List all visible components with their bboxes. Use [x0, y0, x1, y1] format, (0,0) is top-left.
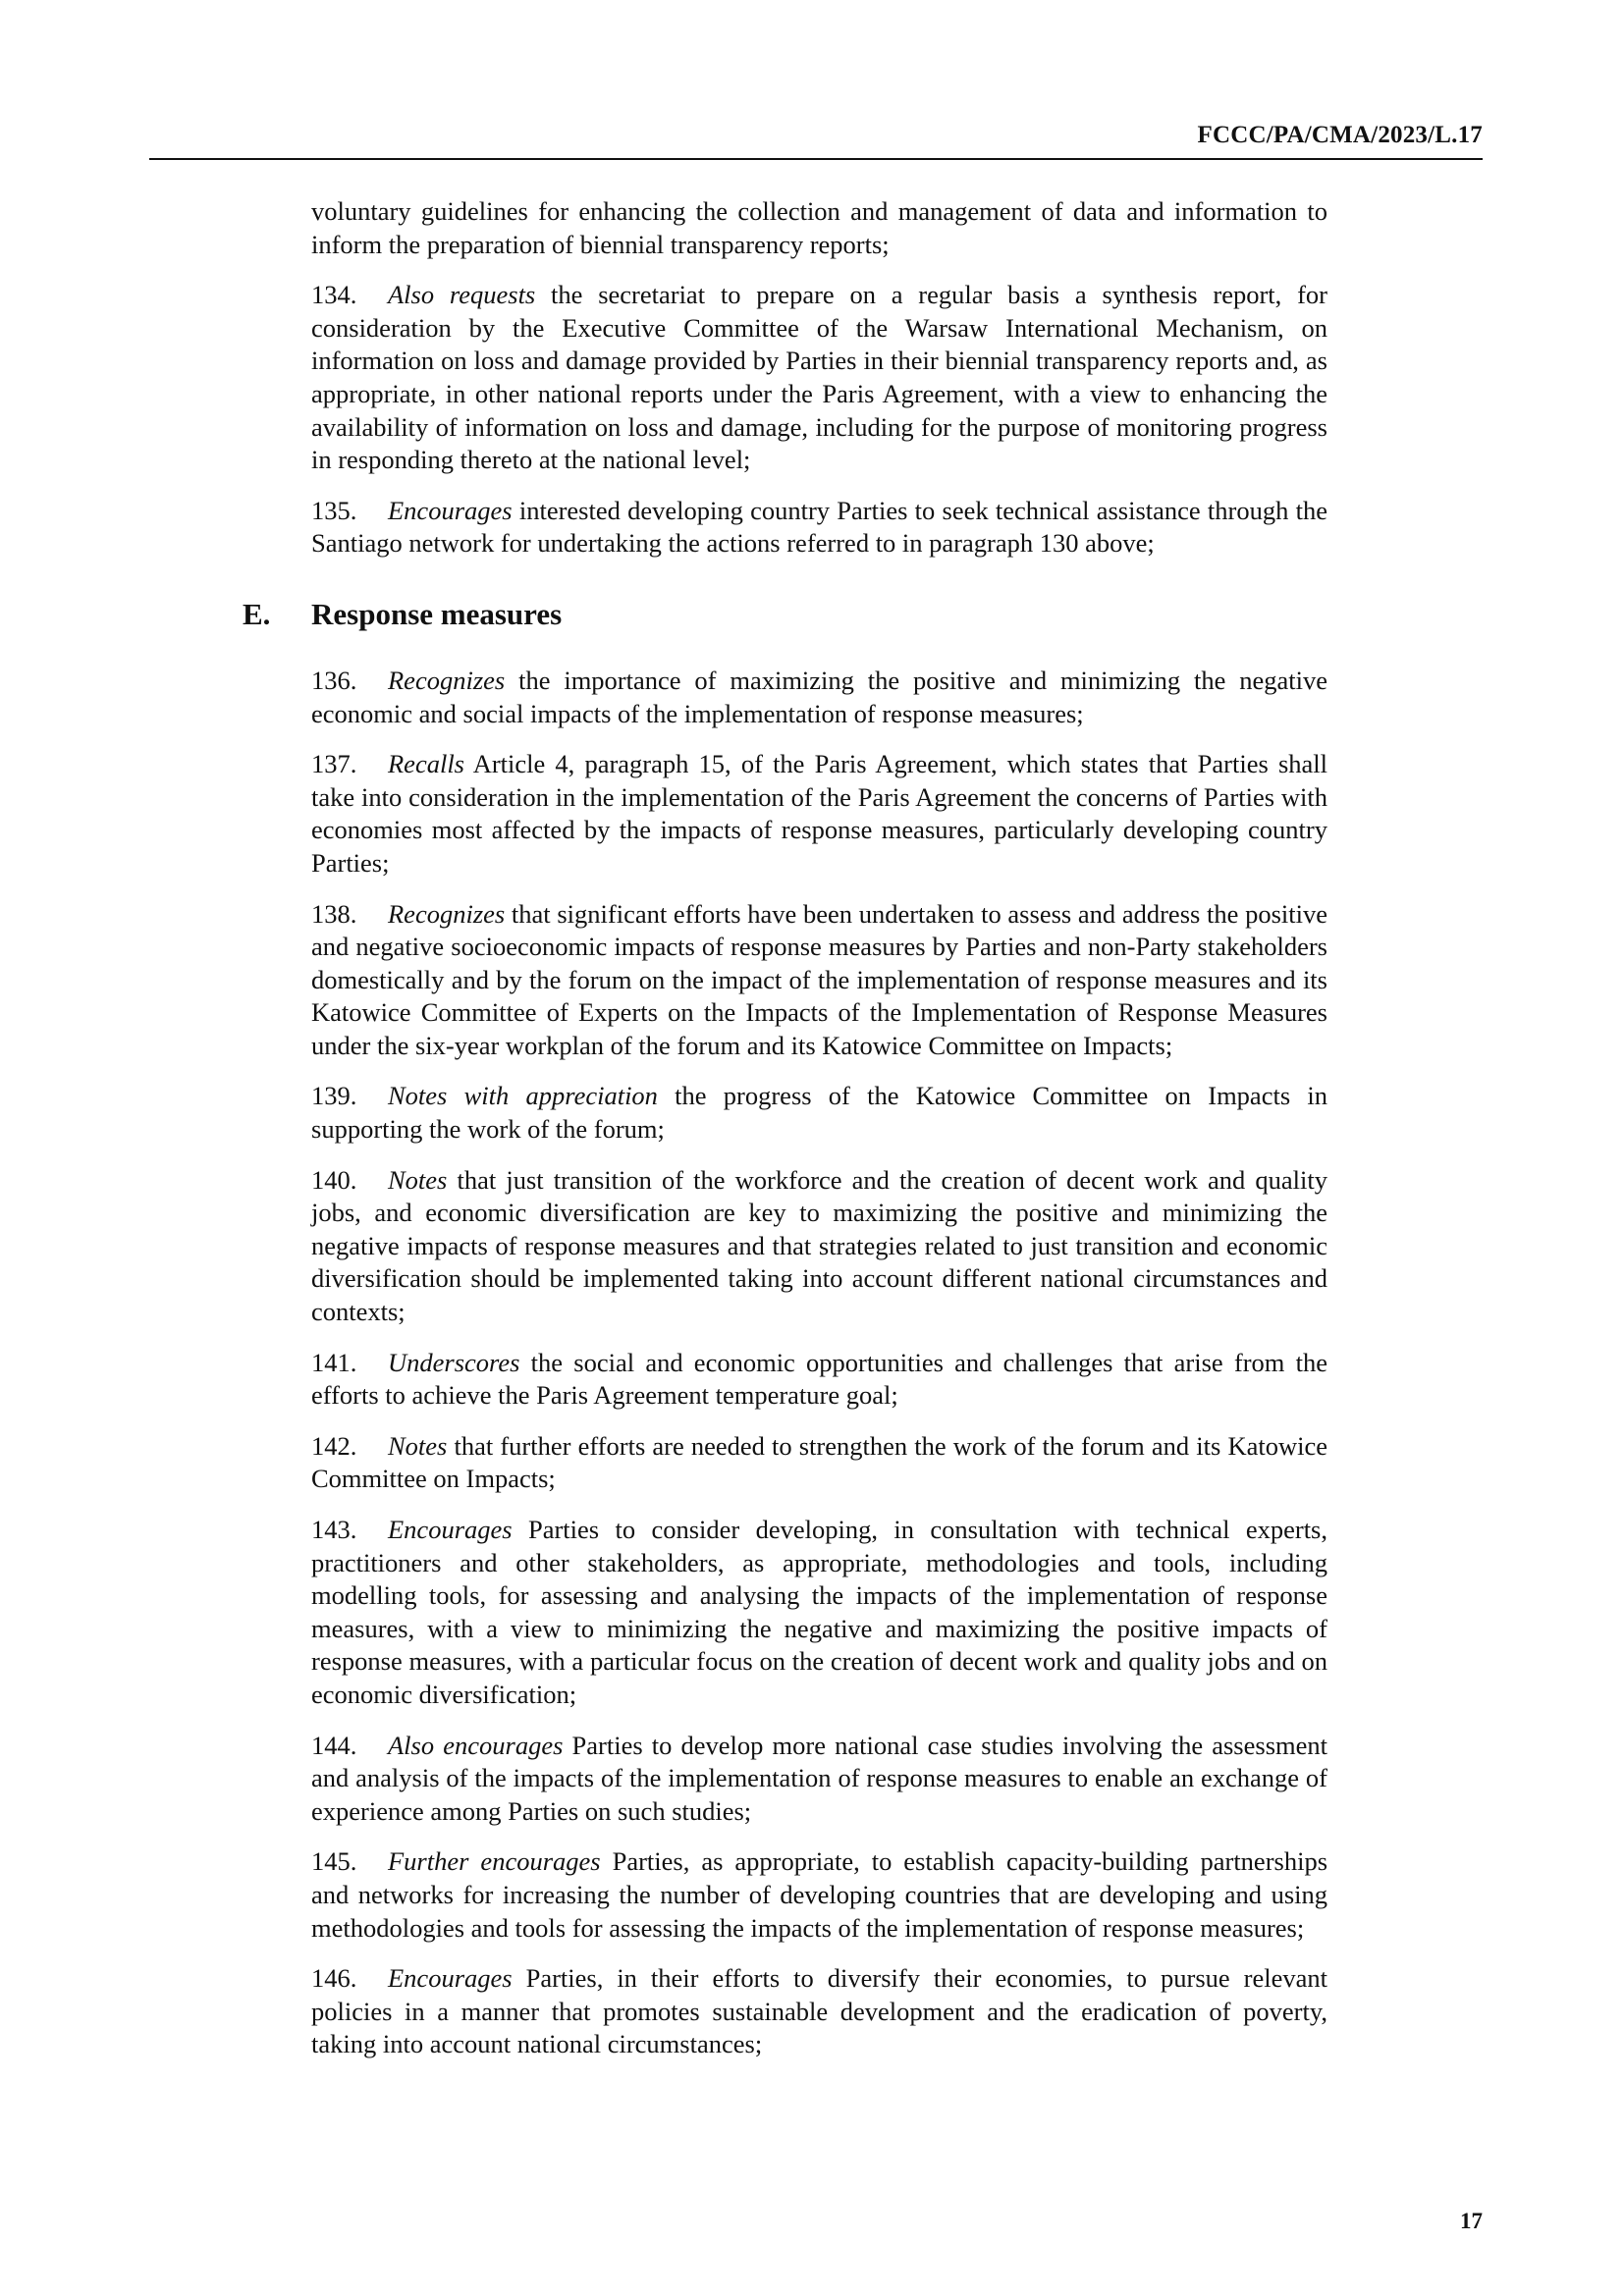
paragraph-143 [311, 1514, 1327, 1712]
paragraph-keyword: Underscores [388, 1347, 520, 1377]
paragraph-145 [311, 1845, 1327, 1945]
paragraph-number: 144. [311, 1730, 357, 1760]
paragraph-139 [311, 1080, 1327, 1146]
paragraph-keyword: Notes [388, 1164, 448, 1195]
paragraph-text: Parties to consider developing, in consultation with technical experts, practitioners and other stakeholders, as appropriate, methodologies and tools, including modelling tools, for assessing and analysing the impacts of the implementation of response measures, with a view to minimizing the negative and maximizing the positive impacts of response measures, with a particular focus on the creation of decent work and quality jobs and on economic diversification; [311, 1515, 1327, 1709]
paragraph-number: 143. [311, 1515, 357, 1544]
paragraph-number: 142. [311, 1430, 357, 1461]
paragraph-number: 141. [311, 1347, 357, 1377]
paragraph-144 [311, 1730, 1327, 1829]
paragraph-text: Article 4, paragraph 15, of the Paris Agreement, which states that Parties shall take into consideration in the implementation of the Paris Agreement the concerns of Parties with economies most affected by the impacts of response measures, particularly developing country Parties; [311, 749, 1327, 878]
paragraph-keyword: Recognizes [388, 898, 506, 929]
paragraph-text: that just transition of the workforce and the creation of decent work and quality jobs, and economic diversification are key to maximizing the positive and minimizing the negative impacts of response measures and that strategies related to just transition and economic diversification should be implemented taking into account different national circumstances and contexts; [311, 1164, 1327, 1327]
paragraph-138 [311, 898, 1327, 1063]
header-rule [149, 158, 1483, 160]
paragraph-number: 145. [311, 1846, 357, 1877]
section-letter: E. [243, 596, 271, 631]
paragraph-number: 136. [311, 665, 357, 695]
paragraph-134 [311, 279, 1327, 477]
paragraph-number: 137. [311, 749, 357, 779]
paragraph-number: 135. [311, 495, 357, 525]
paragraph-140 [311, 1164, 1327, 1329]
section-title: Response measures [311, 596, 563, 631]
paragraph-text: the social and economic opportunities and challenges that arise from the efforts to achieve the Paris Agreement temperature goal; [311, 1347, 1327, 1411]
document-body [243, 195, 1328, 2079]
paragraph-number: 146. [311, 1963, 357, 1994]
paragraph-number: 138. [311, 898, 357, 929]
paragraph-text: interested developing country Parties to seek technical assistance through the Santiago network for undertaking the actions referred to in paragraph 130 above; [311, 495, 1327, 559]
paragraph-keyword: Recalls [388, 749, 464, 779]
paragraph-number: 140. [311, 1164, 357, 1195]
paragraph-number: 139. [311, 1081, 357, 1111]
paragraph-text: that further efforts are needed to strengthen the work of the forum and its Katowice Committee on Impacts; [311, 1430, 1327, 1494]
paragraph-146 [311, 1962, 1327, 2061]
paragraph-text: that significant efforts have been undertaken to assess and address the positive and negative socioeconomic impacts of response measures by Parties and non-Party stakeholders domestically and by the forum on the impact of the implementation of response measures and its Katowice Committee of Experts on the Impacts of the Implementation of Response Measures under the six-year workplan of the forum and its Katowice Committee on Impacts; [311, 898, 1327, 1060]
paragraph-keyword: Notes with appreciation [388, 1081, 658, 1111]
paragraph-keyword: Also requests [388, 280, 536, 310]
document-symbol: FCCC/PA/CMA/2023/L.17 [1197, 122, 1483, 148]
paragraph-135 [311, 495, 1327, 561]
paragraph-keyword: Encourages [388, 1963, 513, 1994]
paragraph-keyword: Encourages [388, 1515, 513, 1544]
paragraph-number: 134. [311, 280, 357, 310]
paragraph-keyword: Notes [388, 1430, 448, 1461]
paragraph-136 [311, 665, 1327, 730]
paragraph-text: Parties, in their efforts to diversify their economies, to pursue relevant policies in a manner that promotes sustainable development and the eradication of poverty, taking into account national circumstances; [311, 1963, 1327, 2059]
paragraph-text: the importance of maximizing the positive and minimizing the negative economic and social impacts of the implementation of response measures; [311, 665, 1327, 728]
paragraph-text: the progress of the Katowice Committee on Impacts in supporting the work of the forum; [311, 1081, 1327, 1145]
paragraph-text: Parties to develop more national case studies involving the assessment and analysis of the impacts of the implementation of response measures to enable an exchange of experience among Parties on such studies; [311, 1730, 1327, 1826]
paragraph-text: the secretariat to prepare on a regular basis a synthesis report, for consideration by the Executive Committee of the Warsaw International Mechanism, on information on loss and damage provided by Parties in their biennial transparency reports and, as appropriate, in other national reports under the Paris Agreement, with a view to enhancing the availability of information on loss and damage, including for the purpose of monitoring progress in responding thereto at the national level; [311, 280, 1327, 475]
paragraph-text: Parties, as appropriate, to establish capacity-building partnerships and networks for increasing the number of developing countries that are developing and using methodologies and tools for assessing the impacts of the implementation of response measures; [311, 1846, 1328, 1943]
paragraph-keyword: Recognizes [388, 665, 506, 695]
continuation-paragraph: voluntary guidelines for enhancing the collection and management of data and information to inform the preparation of biennial transparency reports; [311, 196, 1327, 259]
paragraph-keyword: Encourages [388, 495, 513, 525]
paragraph-keyword: Also encourages [388, 1730, 564, 1760]
paragraph-142 [311, 1430, 1327, 1496]
paragraph-keyword: Further encourages [388, 1846, 601, 1877]
page-number: 17 [1460, 2209, 1483, 2233]
section-heading [243, 596, 1327, 633]
paragraph-137 [311, 748, 1327, 880]
paragraph-141 [311, 1347, 1327, 1413]
